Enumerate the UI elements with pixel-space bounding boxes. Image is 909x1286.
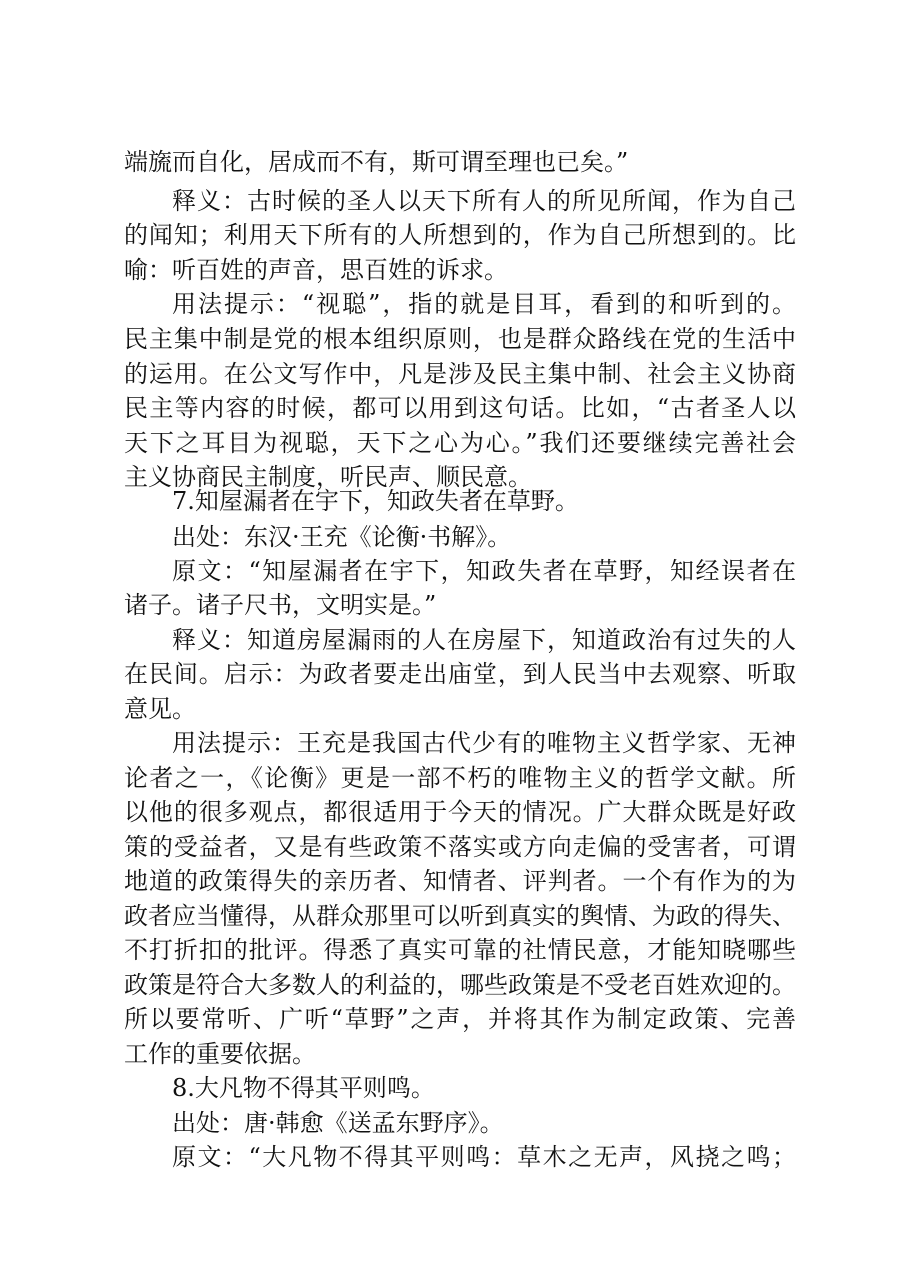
text-line: 原文：“大凡物不得其平则鸣：草木之无声，风挠之鸣； [172,1143,796,1171]
text-line: 地道的政策得失的亲历者、知情者、评判者。一个有作为的为 [124,867,796,895]
text-line: 的闻知；利用天下所有的人所想到的，作为自己所想到的。比 [124,221,796,249]
text-line: 的运用。在公文写作中，凡是涉及民主集中制、社会主义协商 [124,360,796,388]
text-line: 意见。 [124,695,196,723]
source-line: 出处：东汉·王充《论衡·书解》。 [172,523,512,551]
text-line: 工作的重要依据。 [124,1040,316,1068]
text-line: 政策是符合大多数人的利益的，哪些政策是不受老百姓欢迎的。 [124,971,796,999]
text-line: 原文：“知屋漏者在宇下，知政失者在草野，知经误者在 [172,557,796,585]
text-line: 释义：古时候的圣人以天下所有人的所见所闻，作为自己 [172,187,796,215]
text-line: 以他的很多观点，都很适用于今天的情况。广大群众既是好政 [124,798,796,826]
text-line: 喻：听百姓的声音，思百姓的诉求。 [124,256,508,284]
text-line: 诸子。诸子尺书，文明实是。” [124,591,437,619]
text-line: 在民间。启示：为政者要走出庙堂，到人民当中去观察、听取 [124,660,796,688]
text-line: 论者之一，《论衡》更是一部不朽的唯物主义的哲学文献。所 [124,764,796,792]
section-heading-7: 7.知屋漏者在宇下，知政失者在草野。 [172,487,579,515]
section-heading-8: 8.大凡物不得其平则鸣。 [172,1074,435,1102]
text-line: 端旒而自化，居成而不有，斯可谓至理也已矣。” [124,148,629,176]
text-line: 用法提示：“视聪”，指的就是目耳，看到的和听到的。 [172,290,796,318]
text-line: 策的受益者，又是有些政策不落实或方向走偏的受害者，可谓 [124,833,796,861]
text-line: 主义协商民主制度，听民声、顺民意。 [124,463,532,491]
text-line: 政者应当懂得，从群众那里可以听到真实的舆情、为政的得失、 [124,902,796,930]
text-line: 天下之耳目为视聪，天下之心为心。”我们还要继续完善社会 [124,429,796,457]
text-line: 不打折扣的批评。得悉了真实可靠的社情民意，才能知晓哪些 [124,936,796,964]
text-line: 所以要常听、广听“草野”之声，并将其作为制定政策、完善 [124,1005,796,1033]
text-line: 用法提示：王充是我国古代少有的唯物主义哲学家、无神 [172,729,796,757]
source-line: 出处：唐·韩愈《送孟东野序》。 [172,1109,504,1137]
text-line: 民主集中制是党的根本组织原则，也是群众路线在党的生活中 [124,325,796,353]
text-line: 释义：知道房屋漏雨的人在房屋下，知道政治有过失的人 [172,626,796,654]
text-line: 民主等内容的时候，都可以用到这句话。比如，“古者圣人以 [124,394,796,422]
